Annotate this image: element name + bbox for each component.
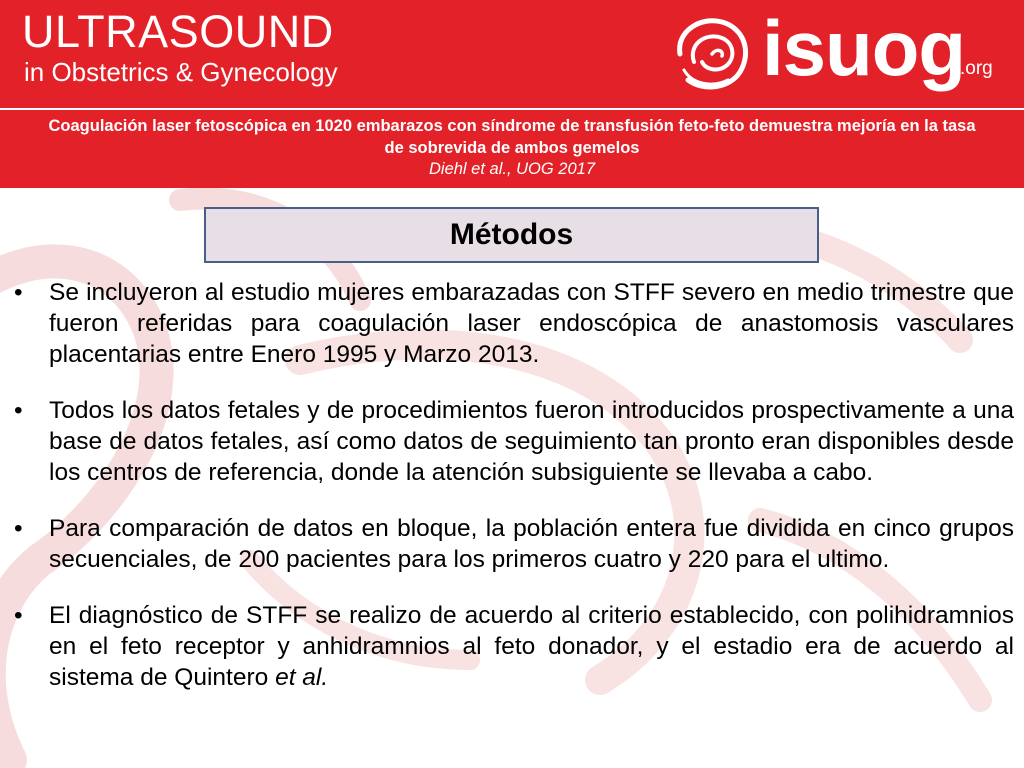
isuog-domain-suffix: .org (960, 58, 993, 79)
bullet-item (0, 513, 1024, 575)
section-heading: Métodos (449, 218, 574, 251)
bullet-item (0, 600, 1024, 693)
journal-header (0, 0, 1024, 108)
section-heading-box (204, 207, 819, 263)
bullet-text-italic: et al. (275, 664, 329, 691)
bullet-item (0, 277, 1024, 370)
bullet-text: Todos los datos fetales y de procedimientos fueron introducidos prospectivamente a una base de datos fetales, así como datos de seguimiento tan pronto eran disponibles desde los centros de referencia, donde la atención subsiguiente se llevaba a cabo. (49, 397, 1014, 486)
article-title: Coagulación laser fetoscópica en 1020 embarazos con síndrome de transfusión feto-feto demuestra mejoría en la tasa de sobrevida de ambos gemelos (48, 117, 976, 157)
methods-bullet-list (0, 277, 1024, 718)
bullet-marker: • (14, 515, 23, 542)
bullet-item (0, 395, 1024, 488)
isuog-wordmark: isuog (762, 4, 965, 92)
bullet-text: Se incluyeron al estudio mujeres embarazadas con STFF severo en medio trimestre que fueron referidas para coagulación laser endoscópica de anastomosis vasculares placentarias entre Enero 1995 y Marzo 2013. (49, 279, 1014, 368)
isuog-logo (670, 4, 1010, 100)
article-reference: Diehl et al., UOG 2017 (429, 160, 595, 178)
bullet-text: Para comparación de datos en bloque, la población entera fue dividida en cinco grupos secuenciales, de 200 pacientes para los primeros cuatro y 220 para el ultimo. (49, 515, 1014, 573)
journal-title: ULTRASOUND (22, 6, 334, 57)
citation-band (0, 110, 1024, 188)
bullet-marker: • (14, 397, 23, 424)
bullet-text: El diagnóstico de STFF se realizo de acuerdo al criterio establecido, con polihidramnios en el feto receptor y anhidramnios al feto donador, y el estadio era de acuerdo al sistema de Quintero (49, 602, 1014, 691)
bullet-marker: • (14, 279, 23, 306)
journal-subtitle: in Obstetrics & Gynecology (24, 57, 338, 87)
bullet-marker: • (14, 602, 23, 629)
ultrasound-fetus-emblem-icon (670, 14, 756, 92)
